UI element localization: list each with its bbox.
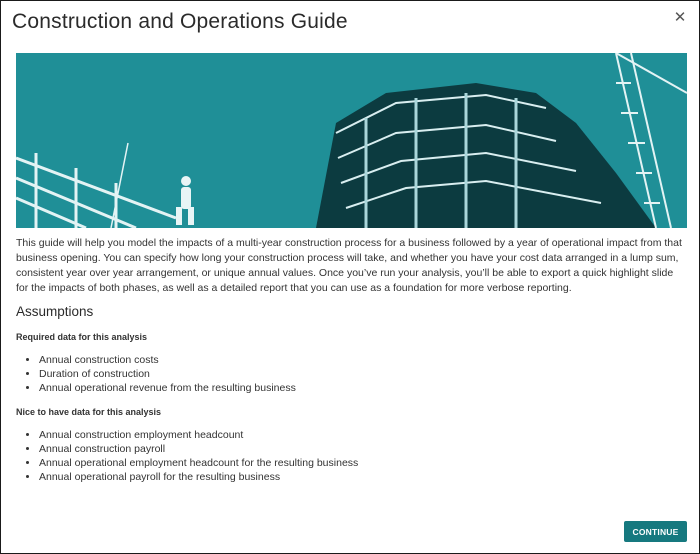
- continue-button[interactable]: CONTINUE: [624, 521, 687, 542]
- optional-data-list: [24, 428, 358, 484]
- list-item: • Annual operational employment headcount for the resulting business: [39, 456, 358, 470]
- construction-site-image: [16, 53, 687, 228]
- required-data-title: Required data for this analysis: [16, 332, 148, 342]
- list-item: • Annual operational payroll for the resulting business: [39, 470, 358, 484]
- list-item: • Duration of construction: [39, 367, 296, 381]
- close-icon[interactable]: ✕: [673, 9, 687, 26]
- list-item: • Annual operational revenue from the resulting business: [39, 381, 296, 395]
- optional-data-title: Nice to have data for this analysis: [16, 407, 162, 417]
- intro-paragraph: This guide will help you model the impacts of a multi-year construction process for a business followed by a year of operational impact from that business opening. You can specify how long your construction process will take, and whether you have your cost data arranged in a lump sum, consistent year over year arrangement, or unique annual values. Once you’ve run your analysis, you’ll be able to export a quick highlight slide for the impacts of both phases, as well as a detailed report that you can use as a foundation for more verbose reporting.: [16, 237, 682, 294]
- dialog-title: Construction and Operations Guide: [12, 10, 348, 33]
- list-item: • Annual construction costs: [39, 353, 296, 367]
- list-item: • Annual construction payroll: [39, 442, 358, 456]
- required-data-list: [24, 353, 296, 395]
- assumptions-heading: Assumptions: [16, 304, 94, 319]
- list-item: • Annual construction employment headcount: [39, 428, 358, 442]
